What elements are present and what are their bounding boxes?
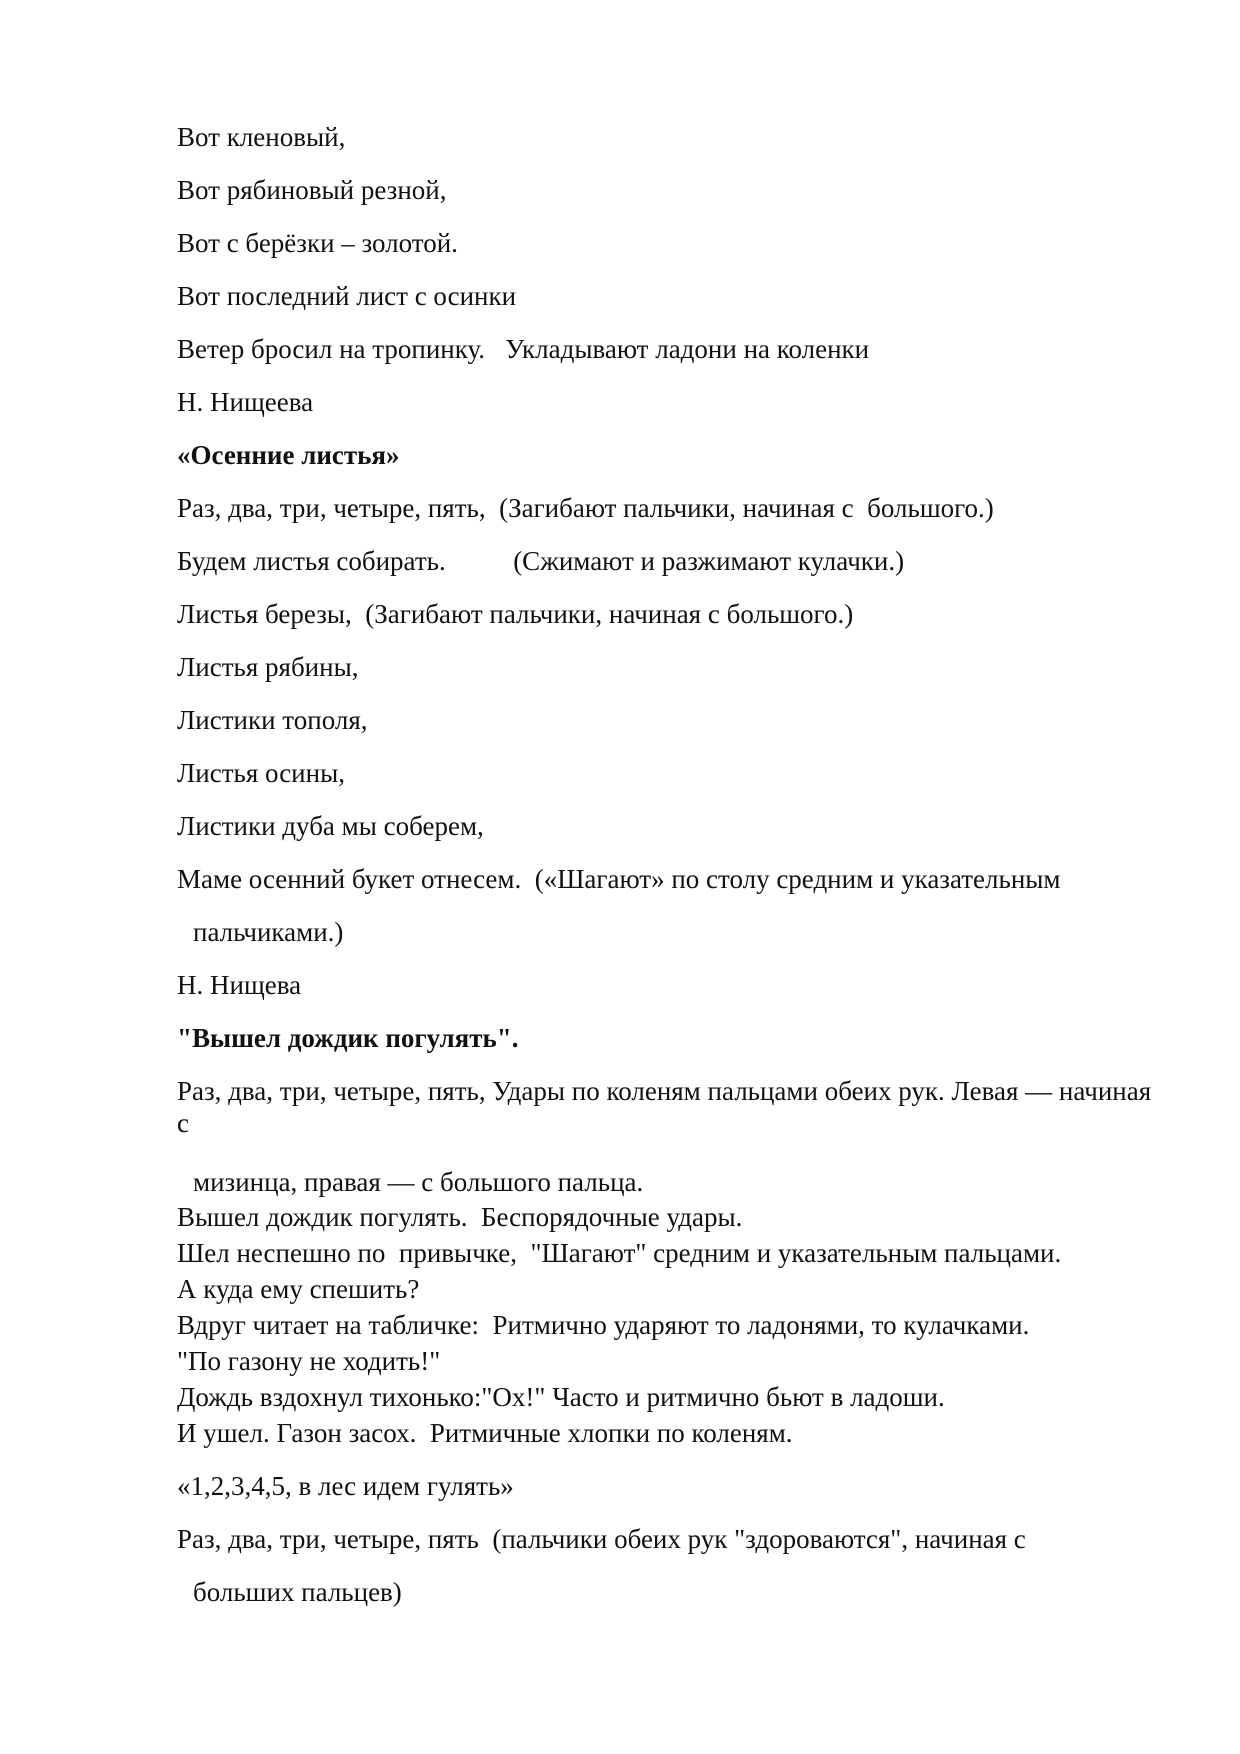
- poem-line: "По газону не ходить!": [177, 1346, 441, 1376]
- poem-line: Маме осенний букет отнесем. («Шагают» по столу средним и указательным: [177, 864, 1061, 894]
- poem-line: Шел неспешно по привычке, "Шагают" средним и указательным пальцами.: [177, 1238, 1062, 1268]
- poem-line: Вот последний лист с осинки: [177, 281, 517, 311]
- section-title: "Вышел дождик погулять".: [177, 1023, 519, 1053]
- poem-line: И ушел. Газон засох. Ритмичные хлопки по коленям.: [177, 1418, 793, 1448]
- poem-line: пальчиками.): [193, 917, 344, 947]
- poem-line: Вдруг читает на табличке: Ритмично ударяют то ладонями, то кулачками.: [177, 1310, 1030, 1340]
- poem-line: Листики тополя,: [177, 705, 368, 735]
- poem-line: Дождь вздохнул тихонько:"Ох!" Часто и ритмично бьют в ладоши.: [177, 1382, 945, 1412]
- poem-line: Листья березы, (Загибают пальчики, начиная с большого.): [177, 599, 854, 629]
- poem-line: Листики дуба мы соберем,: [177, 811, 484, 841]
- poem-line: мизинца, правая — с большого пальца.: [193, 1167, 644, 1197]
- poem-line: Листья рябины,: [177, 652, 359, 682]
- poem-line: Раз, два, три, четыре, пять, Удары по коленям пальцами обеих рук. Левая — начиная с: [177, 1076, 1152, 1138]
- poem-line: Будем листья собирать. (Сжимают и разжимают кулачки.): [177, 546, 905, 576]
- author-name: Н. Нищеева: [177, 387, 314, 417]
- section-title: «1,2,3,4,5, в лес идем гулять»: [177, 1471, 514, 1501]
- poem-line: Вышел дождик погулять. Беспорядочные удары.: [177, 1202, 743, 1232]
- author-name: Н. Нищева: [177, 970, 302, 1000]
- poem-line: Раз, два, три, четыре, пять, (Загибают пальчики, начиная с большого.): [177, 493, 994, 523]
- section-title: «Осенние листья»: [177, 440, 400, 470]
- poem-line: Вот кленовый,: [177, 122, 346, 152]
- poem-line: Вот рябиновый резной,: [177, 175, 447, 205]
- poem-line: Ветер бросил на тропинку. Укладывают ладони на коленки: [177, 334, 870, 364]
- poem-line: Листья осины,: [177, 758, 345, 788]
- poem-line: Вот с берёзки – золотой.: [177, 228, 458, 258]
- poem-line: А куда ему спешить?: [177, 1274, 420, 1304]
- poem-line: больших пальцев): [193, 1577, 402, 1607]
- poem-line: Раз, два, три, четыре, пять (пальчики обеих рук "здороваются", начиная с: [177, 1524, 1026, 1554]
